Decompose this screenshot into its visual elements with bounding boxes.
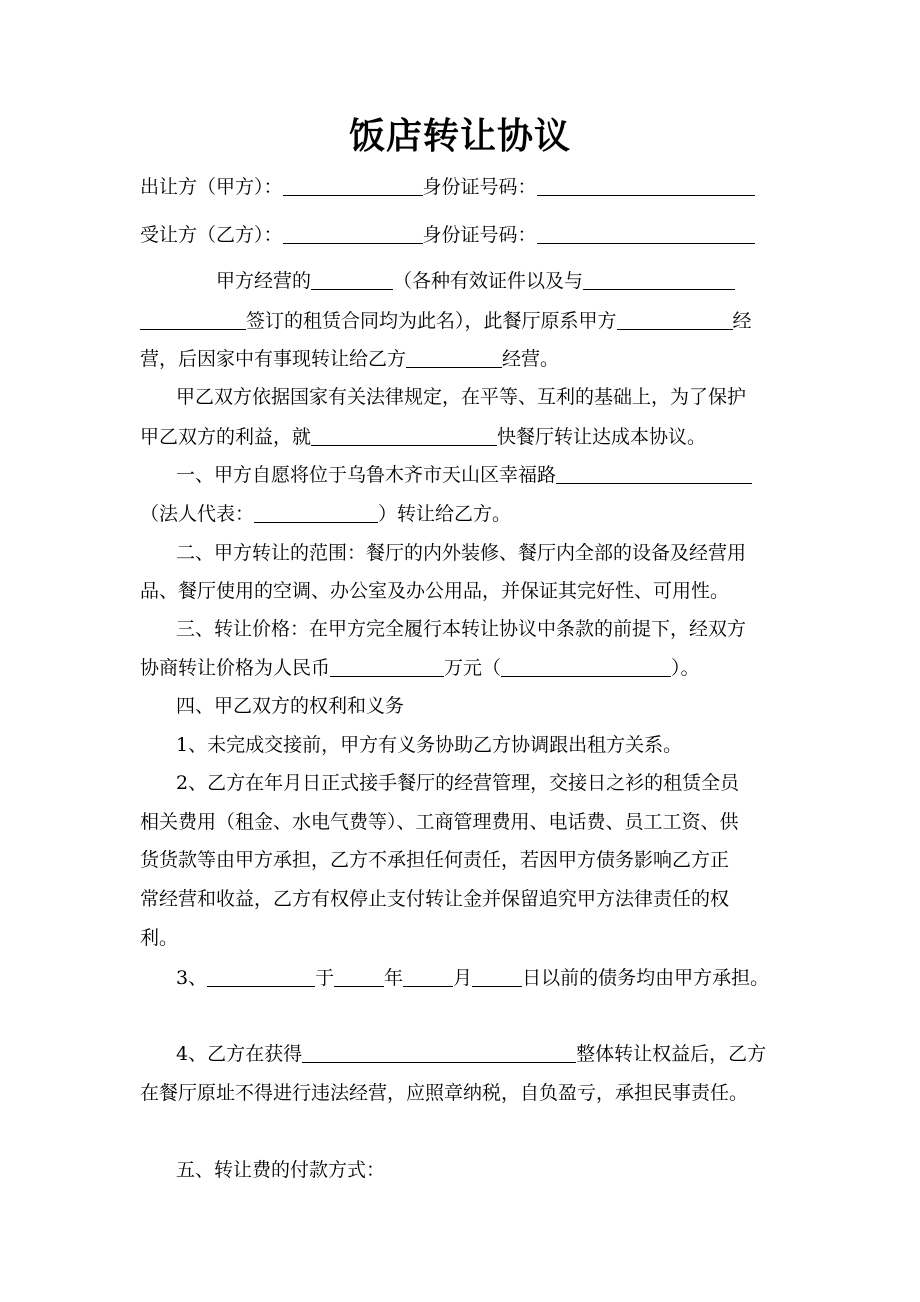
p2-line1: 甲乙双方依据国家有关法律规定，在平等、互利的基础上，为了保护 xyxy=(176,386,747,408)
p1-text-d: 经 xyxy=(732,310,752,332)
p10-line1 xyxy=(176,1041,782,1067)
p4-line2: 品、餐厅使用的空调、办公室及办公用品，并保证其完好性、可用性。 xyxy=(140,580,730,602)
party-a-line xyxy=(140,174,782,200)
p2-text-c: 快餐厅转让达成本协议。 xyxy=(497,426,707,448)
p1-text-a: 甲方经营的 xyxy=(216,270,312,292)
p10-text-a: 4、乙方在获得 xyxy=(176,1043,303,1065)
party-b-id-label: 身份证号码： xyxy=(422,224,537,246)
p9-line xyxy=(176,965,782,991)
party-b-id-blank[interactable] xyxy=(537,223,755,244)
p1-line2 xyxy=(140,308,782,334)
p8-line3: 货货款等由甲方承担，乙方不承担任何责任，若因甲方债务影响乙方正 xyxy=(140,849,730,871)
p2-blank-1[interactable] xyxy=(311,425,497,446)
p2-line2 xyxy=(140,424,782,450)
p7-line: 1、未完成交接前，甲方有义务协助乙方协调跟出租方关系。 xyxy=(176,734,683,756)
party-b-label: 受让方（乙方）： xyxy=(140,224,283,246)
p3-text-b: （法人代表： xyxy=(140,503,255,525)
p8-line1: 2、乙方在年月日正式接手餐厅的经营管理，交接日之衫的租赁全员 xyxy=(176,772,740,794)
p5-line1: 三、转让价格：在甲方完全履行本转让协议中条款的前提下，经双方 xyxy=(176,618,747,640)
p9-blank-year[interactable] xyxy=(334,966,384,987)
p9-text-a: 3、 xyxy=(176,967,208,989)
p5-text-b: 协商转让价格为人民币 xyxy=(140,657,331,679)
p1-text-c: 签订的租赁合同均为此名），此餐厅原系甲方 xyxy=(246,310,617,332)
p9-blank-day[interactable] xyxy=(472,966,522,987)
p8-line4: 常经营和收益，乙方有权停止支付转让金并保留追究甲方法律责任的权 xyxy=(140,888,730,910)
p1-text-f: 经营。 xyxy=(502,348,560,370)
p5-blank-2[interactable] xyxy=(501,656,671,677)
party-a-id-label: 身份证号码： xyxy=(422,176,537,198)
p9-text-d: 月 xyxy=(453,967,473,989)
p10-text-b: 整体转让权益后，乙方 xyxy=(576,1043,767,1065)
p9-text-c: 年 xyxy=(384,967,404,989)
p9-blank-1[interactable] xyxy=(207,966,315,987)
p3-line1 xyxy=(176,462,782,488)
p11-line: 五、转让费的付款方式： xyxy=(176,1159,386,1181)
p9-text-b: 于 xyxy=(315,967,335,989)
p1-line1 xyxy=(216,268,782,294)
p1-blank-3[interactable] xyxy=(140,309,246,330)
p9-text-e: 日以前的债务均由甲方承担。 xyxy=(522,967,770,989)
p1-text-b: （各种有效证件以及与 xyxy=(393,270,584,292)
p5-line2 xyxy=(140,655,782,681)
p9-blank-month[interactable] xyxy=(403,966,453,987)
p3-blank-1[interactable] xyxy=(556,463,752,484)
p2-text-b: 甲乙双方的利益，就 xyxy=(140,426,312,448)
p1-blank-5[interactable] xyxy=(406,347,502,368)
p3-text-c: ）转让给乙方。 xyxy=(378,503,512,525)
p3-text-a: 一、甲方自愿将位于乌鲁木齐市天山区幸福路 xyxy=(176,464,557,486)
p1-line3 xyxy=(140,346,782,372)
p3-blank-2[interactable] xyxy=(254,502,378,523)
party-a-name-blank[interactable] xyxy=(283,175,423,196)
p1-blank-4[interactable] xyxy=(617,309,733,330)
document-title: 饭店转让协议 xyxy=(348,115,571,157)
p1-blank-1[interactable] xyxy=(311,269,393,290)
p3-line2 xyxy=(140,501,782,527)
party-a-label: 出让方（甲方）： xyxy=(140,176,283,198)
p5-text-c: 万元（ xyxy=(444,657,502,679)
p8-line5: 利。 xyxy=(140,927,179,949)
p5-text-d: ）。 xyxy=(671,657,700,679)
p4-line1: 二、甲方转让的范围：餐厅的内外装修、餐厅内全部的设备及经营用 xyxy=(176,542,747,564)
party-b-name-blank[interactable] xyxy=(283,223,423,244)
party-a-id-blank[interactable] xyxy=(537,175,755,196)
p8-line2: 相关费用（租金、水电气费等）、工商管理费用、电话费、员工工资、供 xyxy=(140,811,739,833)
p1-text-e: 营，后因家中有事现转让给乙方 xyxy=(140,348,407,370)
p10-blank-1[interactable] xyxy=(302,1042,576,1063)
p10-line2: 在餐厅原址不得进行违法经营，应照章纳税，自负盈亏，承担民事责任。 xyxy=(140,1082,749,1104)
p5-blank-1[interactable] xyxy=(330,656,444,677)
p6-line: 四、甲乙双方的权利和义务 xyxy=(176,695,405,717)
party-b-line xyxy=(140,222,782,248)
p1-blank-2[interactable] xyxy=(583,269,735,290)
